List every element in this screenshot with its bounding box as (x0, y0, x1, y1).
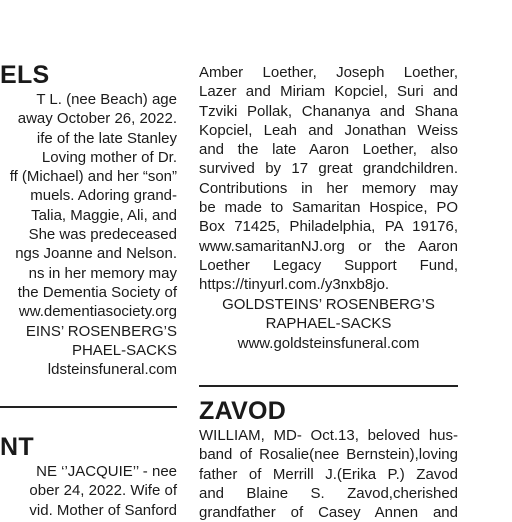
text-line: ife of the late Stanley (36, 129, 177, 147)
obituary-heading: ZAVOD (199, 397, 287, 425)
text-line: ober 24, 2022. Wife of (29, 482, 177, 500)
text-line: be made to Samaritan Hospice, PO (199, 199, 458, 217)
text-line: away October 26, 2022. (17, 110, 177, 128)
funeral-home-credit (199, 295, 458, 353)
text-line: Lazer and Miriam Kopciel, Suri and (199, 83, 458, 101)
text-line: Loether Legacy Support Fund, (199, 256, 458, 274)
text-line: RAPHAEL-SACKS (265, 315, 392, 333)
text-line: and the late Aaron Loether, also (199, 141, 458, 159)
text-line: EINS’ ROSENBERG’S (25, 322, 177, 340)
text-line: ngs Joanne and Nelson. (15, 245, 177, 263)
text-line: vid. Mother of Sanford (29, 501, 177, 519)
right-column (199, 0, 459, 522)
text-line: muels. Adoring grand- (30, 187, 177, 205)
text-line: www.goldsteinsfuneral.com (237, 334, 420, 352)
obituary-heading: NT (0, 433, 34, 461)
text-line: Talia, Maggie, Ali, and (31, 206, 177, 224)
text-line: ns in her memory may (28, 264, 177, 282)
text-line: She was predeceased (28, 226, 177, 244)
text-line: ff (Michael) and her “son” (9, 168, 177, 186)
text-line: https://tinyurl.com./y3nxb8jo. (199, 276, 390, 294)
divider (199, 385, 458, 387)
text-line: ww.dementiasociety.org (18, 303, 177, 321)
text-line: Loving mother of Dr. (41, 148, 177, 166)
text-line: PHAEL-SACKS (71, 341, 177, 359)
text-line: Contributions in her memory may (199, 179, 458, 197)
text-line: Amber Loether, Joseph Loether, (199, 64, 458, 81)
obituary-body (0, 462, 177, 520)
obituary-body (199, 426, 458, 522)
text-line: band of Rosalie(nee Bernstein),loving (199, 446, 458, 464)
text-line: Tzviki Pollak, Chananya and Shana (199, 102, 458, 120)
divider (0, 406, 177, 408)
text-line: GOLDSTEINS’ ROSENBERG’S (222, 296, 435, 313)
text-line: grandfather of Casey Annen and (199, 504, 458, 522)
obituary-body (0, 90, 177, 379)
obituary-body (199, 63, 458, 295)
left-column (0, 0, 180, 519)
text-line: the Dementia Society of (17, 283, 177, 301)
text-line: Kopciel, Leah and Jonathan Weiss (199, 121, 458, 139)
text-line: and Blaine S. Zavod,cherished (199, 484, 458, 502)
text-line: www.samaritanNJ.org or the Aaron (199, 237, 458, 255)
text-line: NE ‘’JACQUIE’’ - nee (36, 463, 177, 480)
obituary-heading: ELS (0, 61, 50, 89)
text-line: father of Merrill J.(Erika P.) Zavod (199, 465, 458, 483)
text-line: WILLIAM, MD- Oct.13, beloved hus- (199, 427, 458, 444)
text-line: Box 71425, Philadelphia, PA 19176, (199, 218, 458, 236)
text-line: T L. (nee Beach) age (36, 91, 177, 108)
text-line: ldsteinsfuneral.com (47, 361, 177, 379)
text-line: survived by 17 great grandchildren. (199, 160, 458, 178)
